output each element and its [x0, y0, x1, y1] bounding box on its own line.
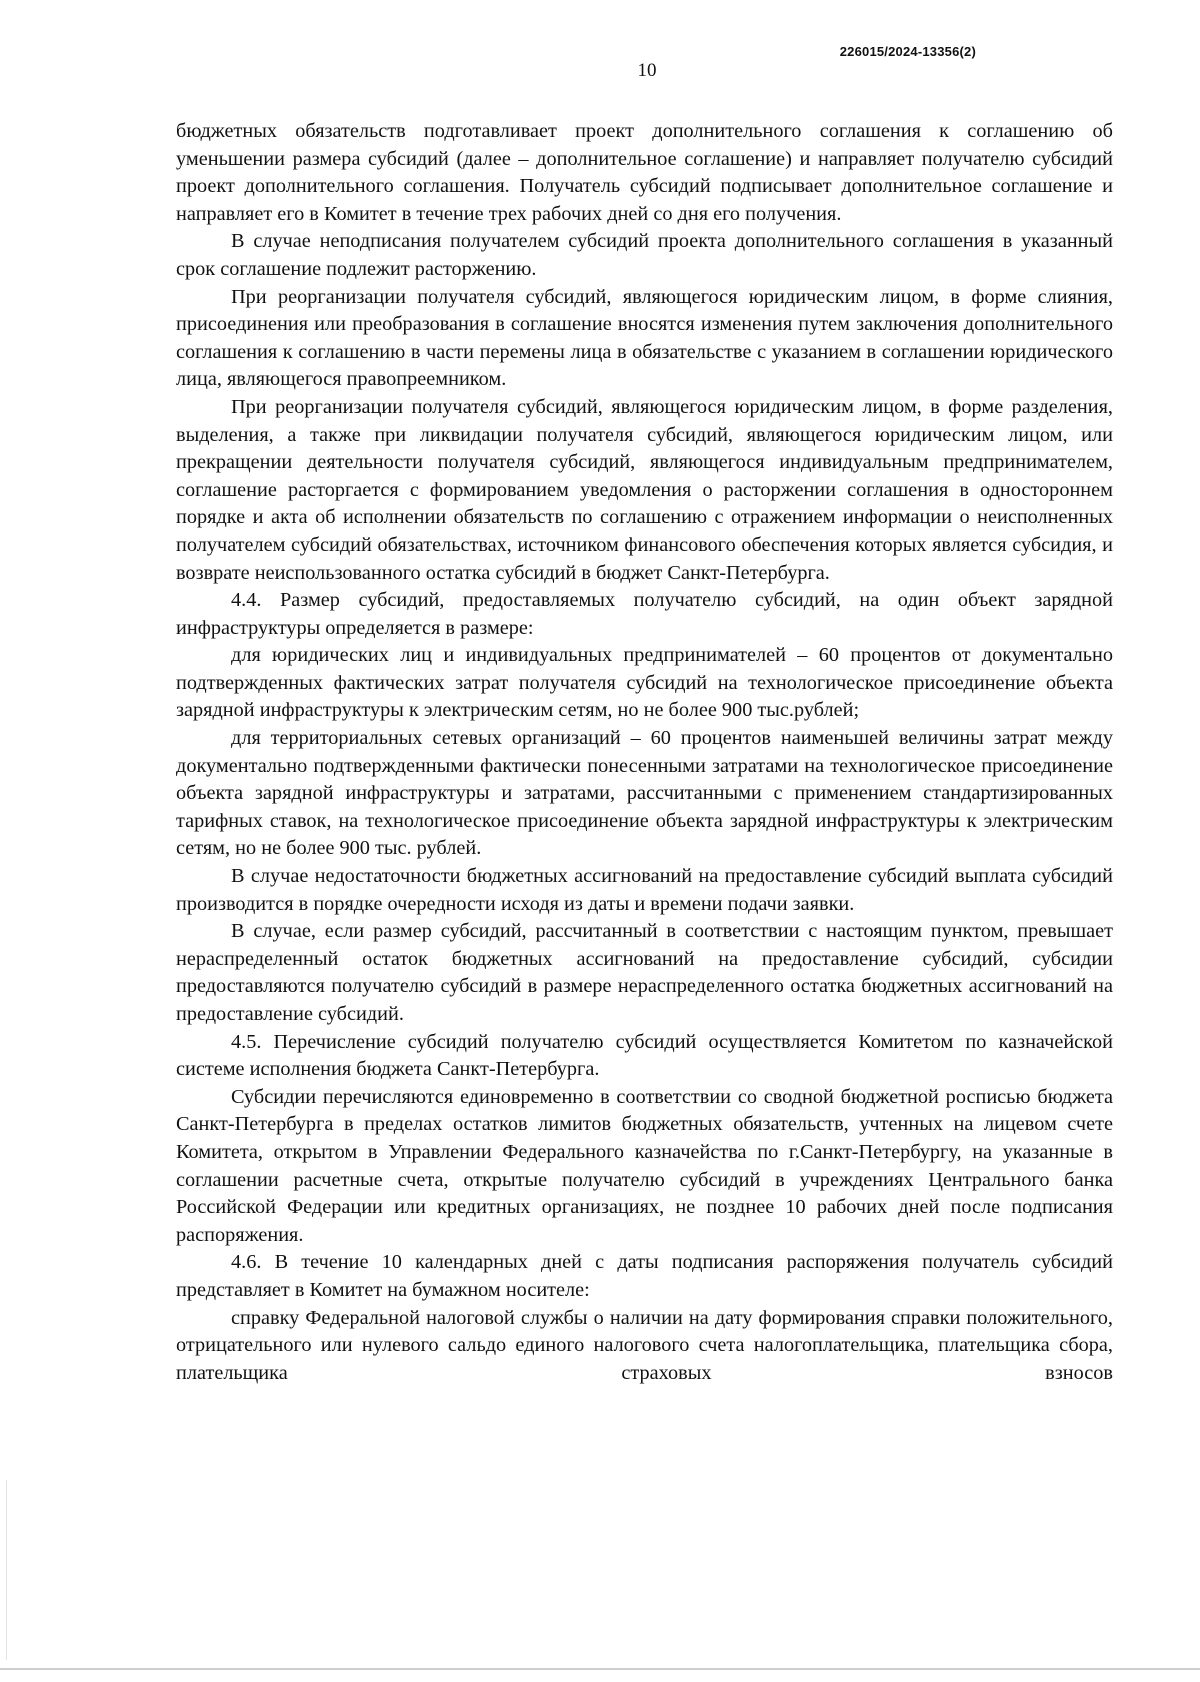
paragraph-clause-4-4: 4.4. Размер субсидий, предоставляемых получателю субсидий, на один объект зарядной инфраструктуры определяется в размере: — [176, 589, 1113, 639]
page-number: 10 — [637, 60, 657, 81]
paragraph-clause-4-5: 4.5. Перечисление субсидий получателю субсидий осуществляется Комитетом по казначейской системе исполнения бюджета Санкт-Петербурга. — [176, 1030, 1113, 1081]
paragraph-clause-4-6: 4.6. В течение 10 календарных дней с даты подписания распоряжения получатель субсидий представляет в Комитет на бумажном носителе: — [176, 1251, 1113, 1301]
paragraph-insufficient-allocations: В случае недостаточности бюджетных ассигнований на предоставление субсидий выплата субсидий производится в порядке очередности исходя из даты и времени подачи заявки. — [176, 865, 1113, 915]
paragraph-reorganization-division: При реорганизации получателя субсидий, являющегося юридическим лицом, в форме разделения, выделения, а также при ликвидации получателя субсидий, являющегося юридическим лицом, или прекращении деятельности получателя субсидий, являющегося индивидуальным предпринимателем, соглашение расторгается с формированием уведомления о расторжении соглашения в одностороннем порядке и акта об исполнении обязательств по соглашению с отражением информации о неисполненных получателем субсидий обязательствах, источником финансового обеспечения которых является субсидия, и возврате неиспользованного остатка субсидий в бюджет Санкт-Петербурга. — [176, 395, 1113, 584]
document-registration-number: 226015/2024-13356(2) — [839, 44, 976, 59]
paragraph-tax-certificate: справку Федеральной налоговой службы о наличии на дату формирования справки положительного, отрицательного или нулевого сальдо единого налогового счета налогоплательщика, плательщика сбора, плательщика страховых взносов — [176, 1306, 1113, 1384]
paragraph-transfer-procedure: Субсидии перечисляются единовременно в соответствии со сводной бюджетной росписью бюджета Санкт-Петербурга в пределах остатков лимитов бюджетных обязательств, учтенных на лицевом счете Комитета, открытом в Управлении Федерального казначейства по г.Санкт-Петербургу, на указанные в соглашении расчетные счета, открытые получателю субсидий в учреждениях Центрального банка Российской Федерации или кредитных организациях, не позднее 10 рабочих дней после подписания распоряжения. — [176, 1085, 1113, 1246]
paragraph-legal-entities-rate: для юридических лиц и индивидуальных предпринимателей – 60 процентов от документально подтвержденных фактических затрат получателя субсидий на технологическое присоединение объекта зарядной инфраструктуры к электрическим сетям, но не более 900 тыс.рублей; — [176, 644, 1113, 722]
paragraph-grid-organizations-rate: для территориальных сетевых организаций – 60 процентов наименьшей величины затрат между документально подтвержденными фактически понесенными затратами на технологическое присоединение объекта зарядной инфраструктуры и затратами, рассчитанными с применением стандартизированных тарифных ставок, на технологическое присоединение объекта зарядной инфраструктуры к электрическим сетям, но не более 900 тыс. рублей. — [176, 727, 1113, 860]
scan-edge-left — [6, 1480, 7, 1660]
scan-edge-bottom — [0, 1668, 1200, 1670]
paragraph-unsigned-agreement: В случае неподписания получателем субсидий проекта дополнительного соглашения в указанный срок соглашение подлежит расторжению. — [176, 230, 1113, 280]
document-body — [176, 118, 1113, 1387]
paragraph-reorganization-merger: При реорганизации получателя субсидий, являющегося юридическим лицом, в форме слияния, присоединения или преобразования в соглашение вносятся изменения путем заключения дополнительного соглашения к соглашению в части перемены лица в обязательстве с указанием в соглашении юридического лица, являющегося правопреемником. — [176, 285, 1113, 391]
paragraph-budget-obligations: бюджетных обязательств подготавливает проект дополнительного соглашения к соглашению об уменьшении размера субсидий (далее – дополнительное соглашение) и направляет получателю субсидий проект дополнительного соглашения. Получатель субсидий подписывает дополнительное соглашение и направляет его в Комитет в течение трех рабочих дней со дня его получения. — [176, 120, 1113, 225]
paragraph-exceeding-remainder: В случае, если размер субсидий, рассчитанный в соответствии с настоящим пунктом, превышает нераспределенный остаток бюджетных ассигнований на предоставление субсидий, субсидии предоставляются получателю субсидий в размере нераспределенного остатка бюджетных ассигнований на предоставление субсидий. — [176, 920, 1113, 1025]
